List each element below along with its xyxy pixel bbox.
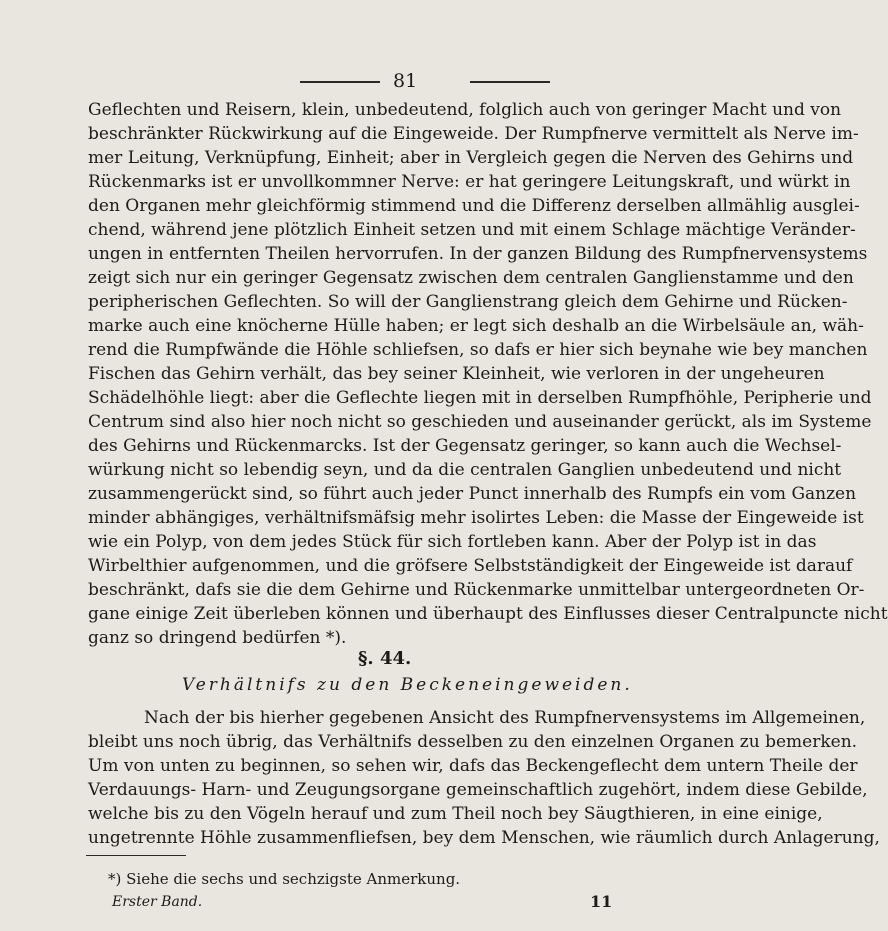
page-header bbox=[0, 70, 800, 94]
page-number: 81 bbox=[393, 70, 418, 92]
text-line: wie ein Polyp, von dem jedes Stück für sich fortleben kann. Aber der Polyp ist in das bbox=[88, 532, 817, 552]
text-line: ungetrennte Höhle zusammenfliefsen, bey dem Menschen, wie räumlich durch Anlagerung, bbox=[88, 828, 880, 848]
text-line: rend die Rumpfwände die Höhle schliefsen, so dafs er hier sich beynahe wie bey manchen bbox=[88, 340, 868, 360]
text-line: ungen in entfernten Theilen hervorrufen. In der ganzen Bildung des Rumpfnervensystems bbox=[88, 244, 868, 264]
text-line: marke auch eine knöcherne Hülle haben; er legt sich deshalb an die Wirbelsäule an, wäh- bbox=[88, 316, 864, 336]
text-line: chend, während jene plötzlich Einheit setzen und mit einem Schlage mächtige Veränder- bbox=[88, 220, 856, 240]
text-line: Um von unten zu beginnen, so sehen wir, dafs das Beckengeflecht dem untern Theile der bbox=[88, 756, 858, 776]
text-line: Geflechten und Reisern, klein, unbedeutend, folglich auch von geringer Macht und von bbox=[88, 100, 842, 120]
text-line: Verdauungs- Harn- und Zeugungsorgane gemeinschaftlich zugehört, indem diese Gebilde, bbox=[88, 780, 868, 800]
signature-label: Erster Band. bbox=[112, 894, 203, 910]
text-line: beschränkter Rückwirkung auf die Eingeweide. Der Rumpfnerve vermittelt als Nerve im- bbox=[88, 124, 859, 144]
text-line: würkung nicht so lebendig seyn, und da die centralen Ganglien unbedeutend und nicht bbox=[88, 460, 842, 480]
footnote: *) Siehe die sechs und sechzigste Anmerkung. bbox=[108, 870, 461, 888]
text-line: den Organen mehr gleichförmig stimmend und die Differenz derselben allmählig ausglei- bbox=[88, 196, 860, 216]
section-title: Verhältnifs zu den Beckeneingeweiden. bbox=[182, 675, 633, 695]
text-line: minder abhängiges, verhältnifsmäfsig mehr isolirtes Leben: die Masse der Eingeweide ist bbox=[88, 508, 864, 528]
footnote-rule bbox=[86, 855, 186, 856]
text-line: Rückenmarks ist er unvollkommner Nerve: er hat geringere Leitungskraft, und würkt in bbox=[88, 172, 851, 192]
text-line: welche bis zu den Vögeln herauf und zum Theil noch bey Säugthieren, in eine einige, bbox=[88, 804, 823, 824]
text-line: Fischen das Gehirn verhält, das bey seiner Kleinheit, wie verloren in der ungeheuren bbox=[88, 364, 825, 384]
header-rule-right bbox=[470, 81, 550, 83]
header-rule-left bbox=[300, 81, 380, 83]
text-line: gane einige Zeit überleben können und überhaupt des Einflusses dieser Centralpuncte nicht bbox=[88, 604, 888, 624]
text-line: beschränkt, dafs sie die dem Gehirne und Rückenmarke unmittelbar untergeordneten Or- bbox=[88, 580, 865, 600]
text-line: ganz so dringend bedürfen *). bbox=[88, 628, 347, 648]
text-line: peripherischen Geflechten. So will der Ganglienstrang gleich dem Gehirne und Rücken- bbox=[88, 292, 848, 312]
text-line: des Gehirns und Rückenmarcks. Ist der Gegensatz geringer, so kann auch die Wechsel- bbox=[88, 436, 842, 456]
section-number: §. 44. bbox=[358, 648, 412, 669]
text-line: Nach der bis hierher gegebenen Ansicht des Rumpfnervensystems im Allgemeinen, bbox=[144, 708, 866, 728]
text-line: Wirbelthier aufgenommen, und die gröfsere Selbstständigkeit der Eingeweide ist darauf bbox=[88, 556, 853, 576]
text-line: mer Leitung, Verknüpfung, Einheit; aber in Vergleich gegen die Nerven des Gehirns und bbox=[88, 148, 854, 168]
text-line: zusammengerückt sind, so führt auch jeder Punct innerhalb des Rumpfs ein vom Ganzen bbox=[88, 484, 857, 504]
signature-number: 11 bbox=[590, 892, 613, 911]
text-line: Schädelhöhle liegt: aber die Geflechte liegen mit in derselben Rumpfhöhle, Peripherie und bbox=[88, 388, 872, 408]
text-line: bleibt uns noch übrig, das Verhältnifs desselben zu den einzelnen Organen zu bemerken. bbox=[88, 732, 858, 752]
text-line: zeigt sich nur ein geringer Gegensatz zwischen dem centralen Ganglienstamme und den bbox=[88, 268, 854, 288]
text-line: Centrum sind also hier noch nicht so geschieden und auseinander gerückt, als im Systeme bbox=[88, 412, 872, 432]
